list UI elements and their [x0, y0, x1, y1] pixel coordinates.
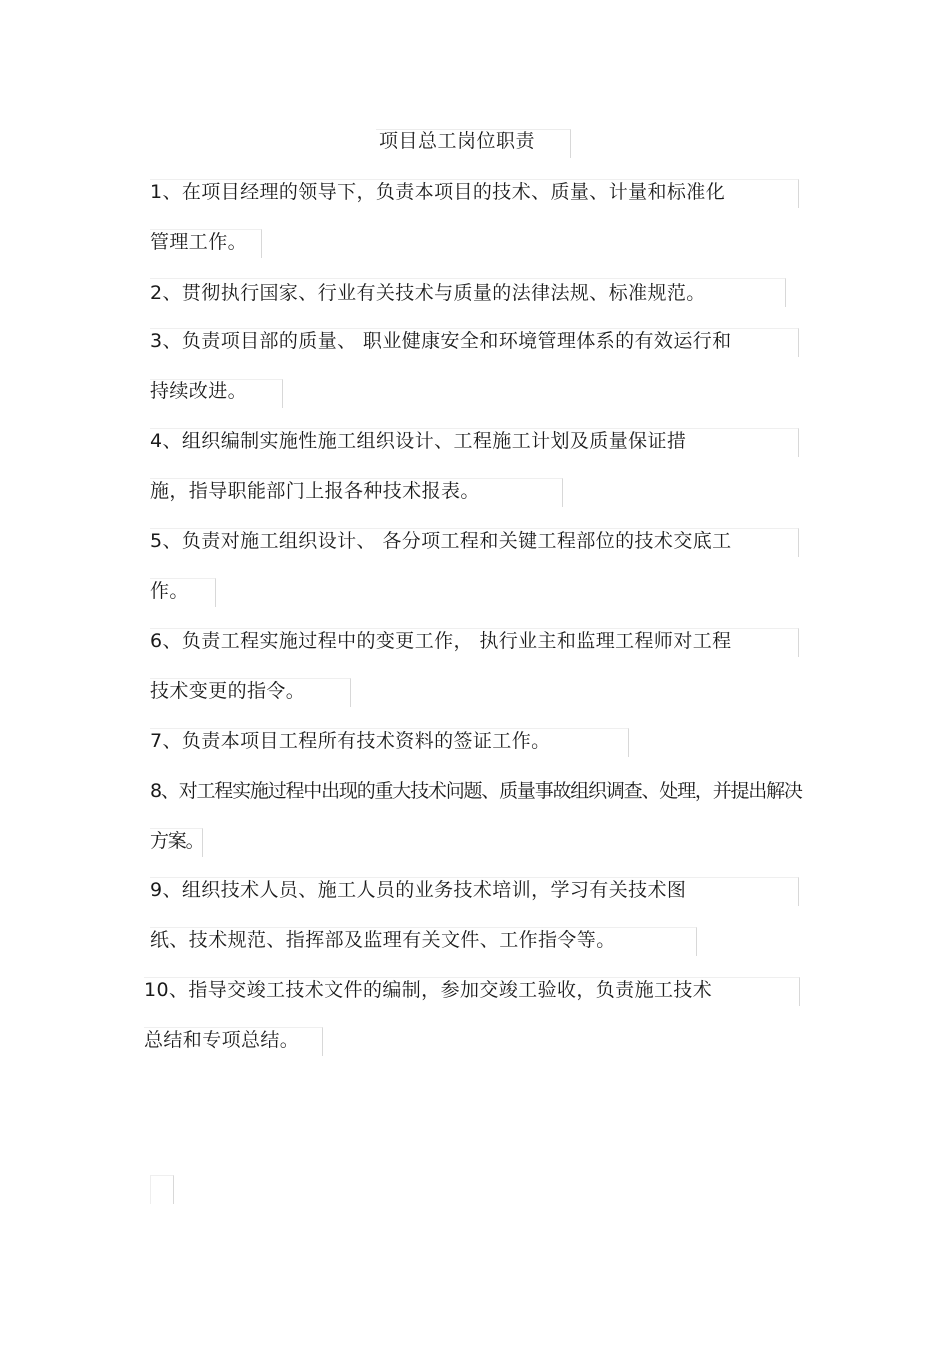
empty-frame: [150, 1175, 174, 1204]
item-3-line-1: 3、负责项目部的质量、 职业健康安全和环境管理体系的有效运行和: [150, 330, 732, 352]
item-9-line-1: 9、组织技术人员、施工人员的业务技术培训，学习有关技术图: [150, 879, 687, 901]
item-3-line-2: 持续改进。: [150, 380, 248, 402]
document-title: 项目总工岗位职责: [379, 130, 536, 152]
item-9-line-2: 纸、技术规范、指挥部及监理有关文件、工作指令等。: [150, 929, 616, 951]
item-5-line-2: 作。: [150, 580, 189, 602]
item-10-line-2: 总结和专项总结。: [144, 1029, 300, 1051]
item-1-line-1: 1、在项目经理的领导下，负责本项目的技术、质量、计量和标准化: [150, 181, 726, 203]
item-7-line-1: 7、负责本项目工程所有技术资料的签证工作。: [150, 730, 551, 752]
item-4-line-1: 4、组织编制实施性施工组织设计、工程施工计划及质量保证措: [150, 430, 687, 452]
item-4-line-2: 施，指导职能部门上报各种技术报表。: [150, 480, 480, 502]
item-8-line-2: 方案。: [150, 830, 204, 852]
item-6-line-1: 6、负责工程实施过程中的变更工作， 执行业主和监理工程师对工程: [150, 630, 732, 652]
item-5-line-1: 5、负责对施工组织设计、 各分项工程和关键工程部位的技术交底工: [150, 530, 732, 552]
item-1-line-2: 管理工作。: [150, 231, 248, 253]
item-6-line-2: 技术变更的指令。: [150, 680, 306, 702]
item-10-line-1: 10、指导交竣工技术文件的编制，参加交竣工验收，负责施工技术: [144, 979, 713, 1001]
item-2-line-1: 2、贯彻执行国家、行业有关技术与质量的法律法规、标准规范。: [150, 282, 706, 304]
item-8-line-1: 8、对工程实施过程中出现的重大技术问题、质量事故组织调查、处理，并提出解决: [150, 780, 802, 802]
